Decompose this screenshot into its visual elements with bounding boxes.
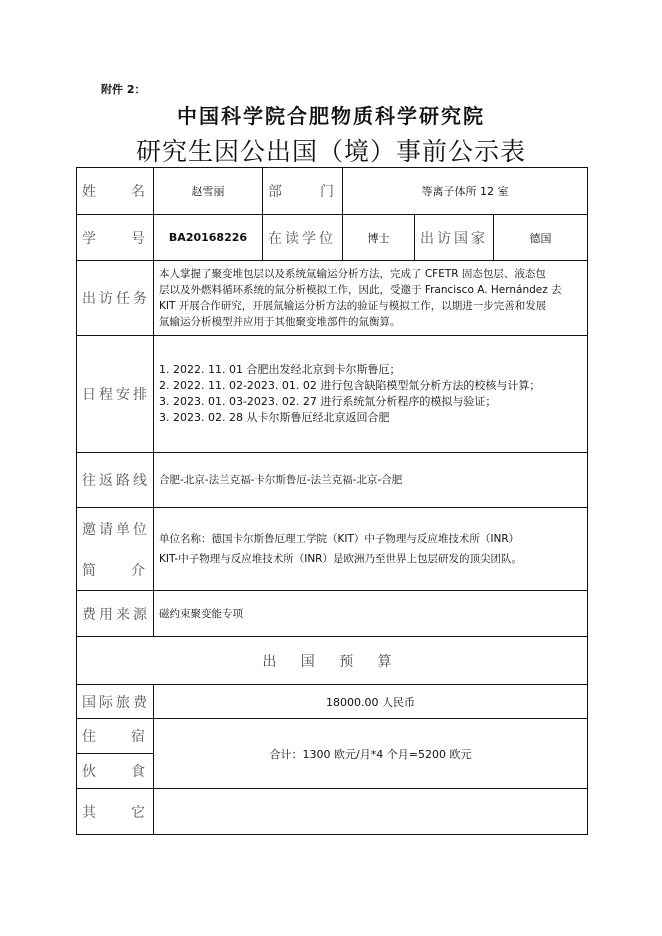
row-name-department [77, 168, 588, 215]
row-task [77, 261, 588, 336]
funding-label: 费用来源 [77, 591, 154, 637]
row-route [77, 453, 588, 508]
student-id-label-b: 号 [131, 230, 145, 247]
department-label-b: 门 [320, 184, 334, 200]
task-line: KIT 开展合作研究，开展氚输运分析方法的验证与模拟工作，以期进一步完善和发展 [159, 300, 547, 312]
department-label-cell [263, 168, 343, 215]
host-label-cell [77, 508, 154, 591]
lodging-label-cell [77, 719, 154, 754]
travel-label: 国际旅费 [77, 685, 154, 719]
country-value: 德国 [494, 215, 588, 261]
task-label: 出访任务 [77, 261, 154, 336]
host-description [154, 508, 588, 591]
department-label-a: 部 [268, 184, 282, 200]
task-line: 层以及外燃料循环系统的氚分析模拟工作，因此，受邀于 Francisco A. Hernández 去 [159, 284, 562, 296]
attachment-label: 附件 2： [101, 83, 146, 96]
name-value: 赵雪丽 [154, 168, 263, 215]
meals-label-cell [77, 754, 154, 789]
schedule-list [154, 336, 588, 453]
department-value: 等离子体所 12 室 [343, 168, 588, 215]
schedule-item: 2. 2022. 11. 02-2023. 01. 02 进行包含缺陷模型氚分析方法的校核与计算； [159, 379, 541, 392]
degree-label: 在读学位 [263, 215, 343, 261]
lodging-label-a: 住 [82, 729, 96, 745]
degree-value: 博士 [343, 215, 415, 261]
student-id-label-cell [77, 215, 154, 261]
other-label-a: 其 [82, 804, 96, 821]
meals-label-a: 伙 [82, 764, 96, 780]
student-id-value: BA20168226 [154, 215, 263, 261]
schedule-label: 日程安排 [77, 336, 154, 453]
host-label-top: 邀请单位 [82, 521, 150, 538]
host-label-bottom-a: 简 [82, 562, 96, 579]
row-travel [77, 685, 588, 719]
task-description [154, 261, 588, 336]
route-label: 往返路线 [77, 453, 154, 508]
organization-title: 中国科学院合肥物质科学研究院 [177, 104, 485, 128]
lodging-meals-value: 合计：1300 欧元/月*4 个月=5200 欧元 [154, 719, 588, 789]
other-label-cell [77, 789, 154, 835]
host-line: KIT-中子物理与反应堆技术所（INR）是欧洲乃至世界上包层研发的顶尖团队。 [159, 553, 522, 565]
row-other [77, 789, 588, 835]
schedule-item: 3. 2023. 02. 28 从卡尔斯鲁厄经北京返回合肥 [159, 411, 390, 424]
task-line: 本人掌握了聚变堆包层以及系统氚输运分析方法，完成了 CFETR 固态包层、液态包 [159, 268, 546, 280]
host-label-bottom-b: 介 [131, 562, 145, 579]
meals-label-b: 食 [131, 764, 145, 780]
schedule-item: 1. 2022. 11. 01 合肥出发经北京到卡尔斯鲁厄； [159, 363, 401, 376]
row-budget-heading [77, 637, 588, 685]
student-id-label-a: 学 [82, 230, 96, 247]
other-value [154, 789, 588, 835]
task-line: 氚输运分析模型并应用于其他聚变堆部件的氚衡算。 [159, 316, 401, 328]
name-label-b: 名 [131, 184, 145, 200]
row-host-institution [77, 508, 588, 591]
row-student-id [77, 215, 588, 261]
country-label: 出访国家 [415, 215, 494, 261]
lodging-label-b: 宿 [131, 729, 145, 745]
travel-value: 18000.00 人民币 [154, 685, 588, 719]
budget-heading: 出 国 预 算 [77, 637, 588, 685]
schedule-item: 3. 2023. 01. 03-2023. 02. 27 进行系统氚分析程序的模拟与验证； [159, 395, 497, 408]
route-value: 合肥-北京-法兰克福-卡尔斯鲁厄-法兰克福-北京-合肥 [154, 453, 588, 508]
row-funding [77, 591, 588, 637]
row-lodging [77, 719, 588, 754]
other-label-b: 它 [131, 804, 145, 821]
host-line: 单位名称：德国卡尔斯鲁厄理工学院（KIT）中子物理与反应堆技术所（INR） [159, 533, 520, 545]
name-label-a: 姓 [82, 184, 96, 200]
form-title: 研究生因公出国（境）事前公示表 [135, 137, 526, 166]
row-schedule [77, 336, 588, 453]
name-label-cell [77, 168, 154, 215]
disclosure-form-table [76, 167, 588, 835]
funding-value: 磁约束聚变能专项 [154, 591, 588, 637]
